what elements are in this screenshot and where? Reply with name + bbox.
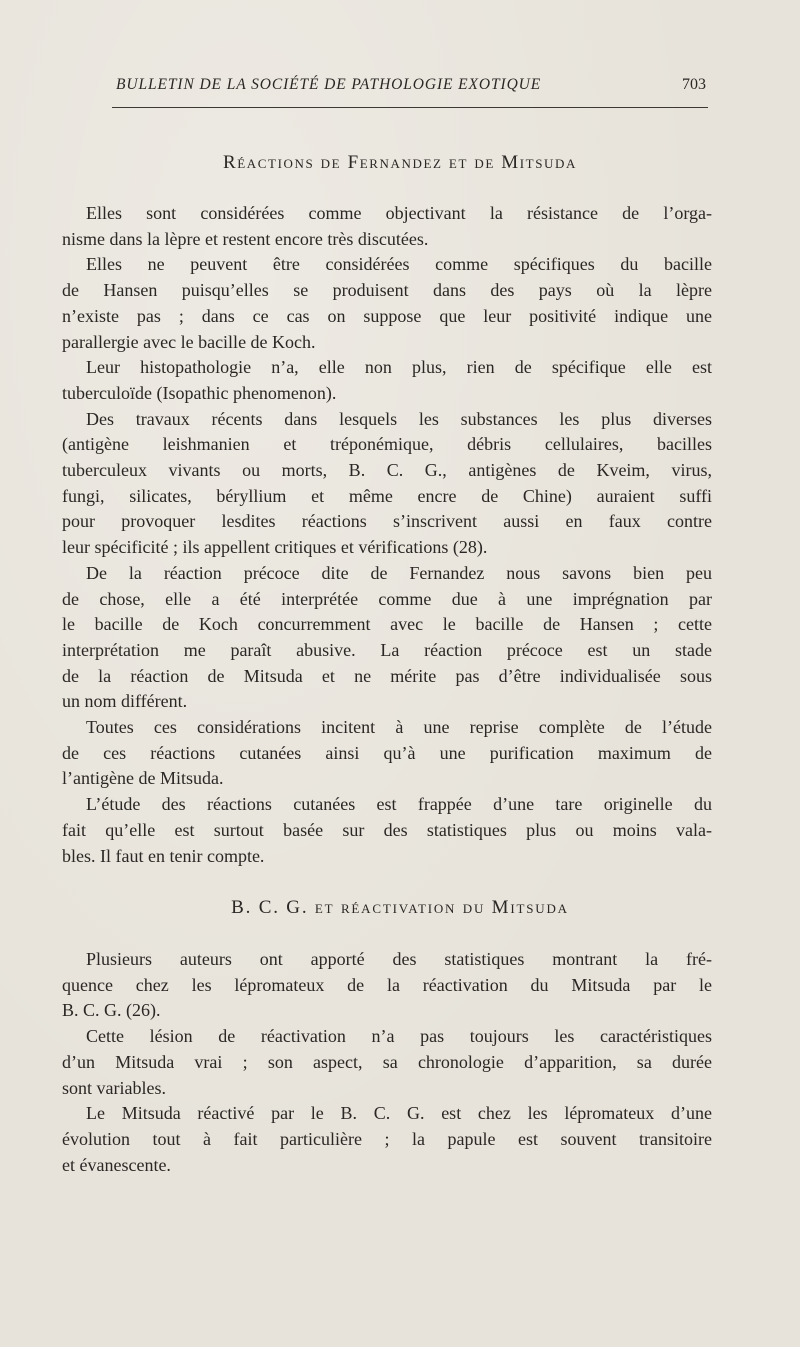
text-line: fait qu’elle est surtout basée sur des statistiques plus ou moins vala- <box>62 819 712 840</box>
paragraph <box>62 792 712 869</box>
page-number: 703 <box>682 76 706 93</box>
paragraph <box>62 355 712 406</box>
text-line: Des travaux récents dans lesquels les substances les plus diverses <box>86 408 712 429</box>
text-line: L’étude des réactions cutanées est frappée d’une tare originelle du <box>86 794 712 815</box>
paragraph <box>62 1024 712 1101</box>
text-line: Plusieurs auteurs ont apporté des statistiques montrant la fré- <box>86 949 712 969</box>
section-heading-bcg-reactivation: B. C. G. et réactivation du Mitsuda <box>231 897 569 918</box>
text-line: interprétation me paraît abusive. La réaction précoce est un stade <box>62 639 712 660</box>
header-rule <box>112 107 708 108</box>
text-line: Elles sont considérées comme objectivant la résistance de l’orga- <box>86 203 712 223</box>
paragraph <box>62 715 712 792</box>
paragraph <box>62 252 712 355</box>
section-heading-fernandez-mitsuda: Réactions de Fernandez et de Mitsuda <box>222 152 577 173</box>
text-line: nisme dans la lèpre et restent encore très discutées. <box>62 228 429 249</box>
text-line: Elles ne peuvent être considérées comme spécifiques du bacille <box>86 254 712 275</box>
text-line: de Hansen puisqu’elles se produisent dans des pays où la lèpre <box>62 280 712 301</box>
text-line: et évanescente. <box>62 1154 171 1175</box>
text-line: parallergie avec le bacille de Koch. <box>62 331 316 352</box>
text-line: fungi, silicates, béryllium et même encre de Chine) auraient suffi <box>62 485 712 506</box>
text-line: Le Mitsuda réactivé par le B. C. G. est chez les lépromateux d’une <box>86 1103 712 1124</box>
text-line: de ces réactions cutanées ainsi qu’à une purification maximum de <box>62 742 712 763</box>
text-line: (antigène leishmanien et tréponémique, débris cellulaires, bacilles <box>62 434 712 455</box>
text-line: n’existe pas ; dans ce cas on suppose que leur positivité indique une <box>62 305 712 326</box>
text-line: Toutes ces considérations incitent à une reprise complète de l’étude <box>86 717 712 738</box>
text-line: tuberculeux vivants ou morts, B. C. G., antigènes de Kveim, virus, <box>62 460 712 481</box>
paragraph <box>62 561 712 715</box>
paragraph <box>62 201 712 252</box>
section-body-fernandez-mitsuda <box>62 201 712 869</box>
running-head <box>116 76 706 100</box>
text-line: tuberculoïde (Isopathic phenomenon). <box>62 382 337 403</box>
text-line: pour provoquer lesdites réactions s’inscrivent aussi en faux contre <box>62 511 712 532</box>
text-line: De la réaction précoce dite de Fernandez nous savons bien peu <box>86 562 712 583</box>
paragraph <box>62 947 712 1024</box>
text-line: d’un Mitsuda vrai ; son aspect, sa chronologie d’apparition, sa durée <box>62 1051 712 1072</box>
text-line: l’antigène de Mitsuda. <box>62 768 224 789</box>
text-line: un nom différent. <box>62 691 188 712</box>
text-line: B. C. G. (26). <box>62 1000 161 1021</box>
text-line: leur spécificité ; ils appellent critiques et vérifications (28). <box>62 537 488 558</box>
text-line: évolution tout à fait particulière ; la papule est souvent transitoire <box>62 1128 712 1149</box>
text-line: Cette lésion de réactivation n’a pas toujours les caractéristiques <box>86 1026 712 1047</box>
paragraph <box>62 1101 712 1178</box>
text-line: Leur histopathologie n’a, elle non plus, rien de spécifique elle est <box>86 357 712 378</box>
text-line: le bacille de Koch concurremment avec le bacille de Hansen ; cette <box>62 614 712 635</box>
paragraph <box>62 407 712 561</box>
text-line: quence chez les lépromateux de la réactivation du Mitsuda par le <box>62 974 712 995</box>
text-line: bles. Il faut en tenir compte. <box>62 845 265 866</box>
journal-title: BULLETIN DE LA SOCIÉTÉ DE PATHOLOGIE EXOTIQUE <box>116 76 542 93</box>
text-line: de chose, elle a été interprétée comme due à une imprégnation par <box>62 588 712 609</box>
text-line: de la réaction de Mitsuda et ne mérite pas d’être individualisée sous <box>62 665 712 686</box>
text-line: sont variables. <box>62 1077 166 1098</box>
section-body-bcg-reactivation <box>62 947 712 1178</box>
